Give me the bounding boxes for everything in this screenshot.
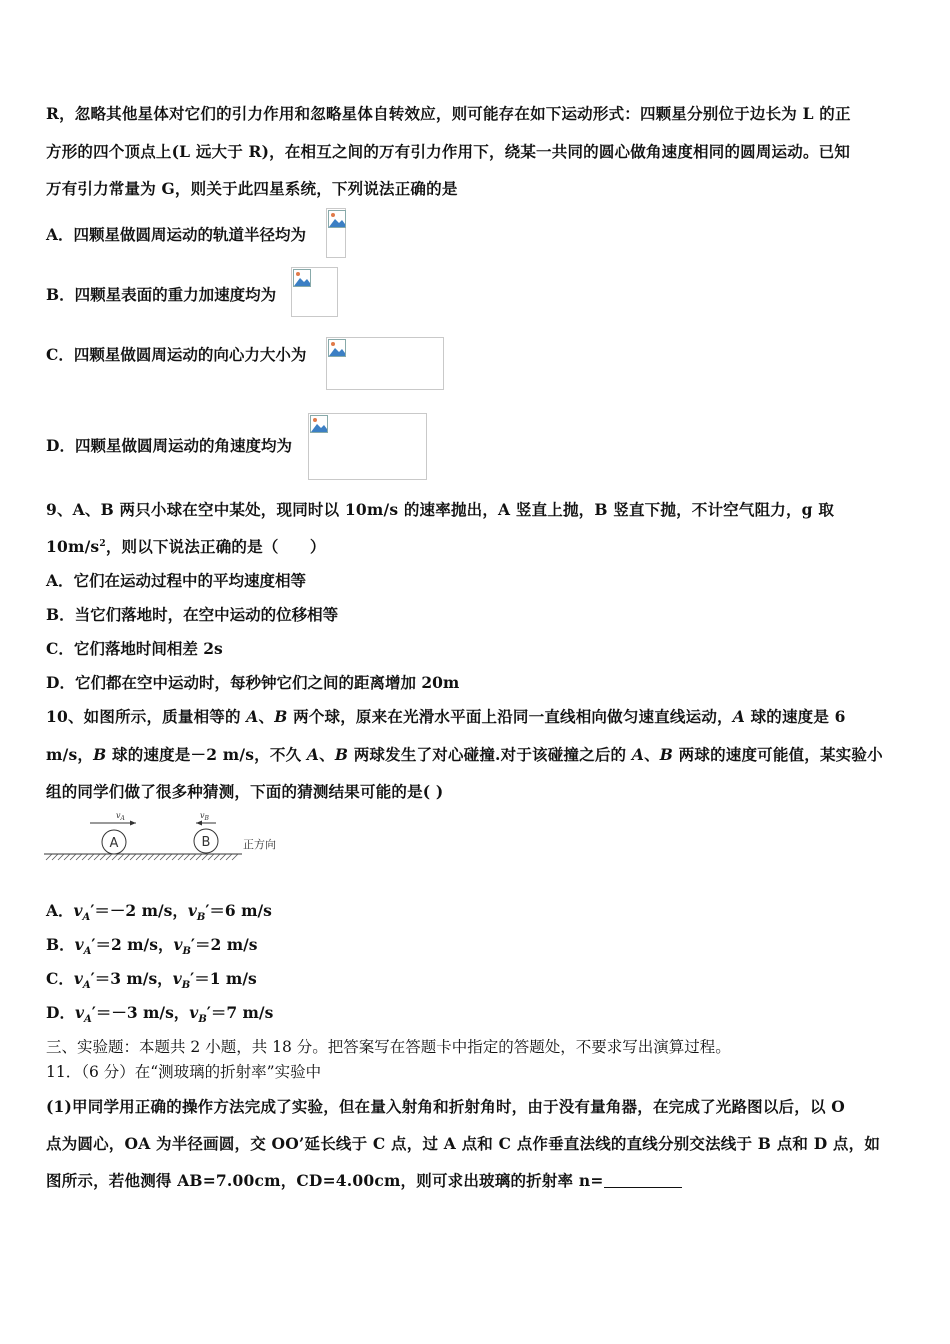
velocity-label-a: $v_A$ xyxy=(116,811,125,822)
q9-option-a: A．它们在运动过程中的平均速度相等 xyxy=(46,571,307,590)
q10-text: m/s， xyxy=(46,745,94,764)
var-sub: B xyxy=(181,980,191,992)
var-v: v xyxy=(74,1003,84,1022)
var-sub: A xyxy=(83,946,92,958)
q9-unit-exponent: 2 xyxy=(99,538,106,549)
q10-option-d xyxy=(46,1001,273,1025)
var-v: v xyxy=(74,935,84,954)
q10-var: B xyxy=(334,745,349,764)
option-text: ′＝1 m/s xyxy=(190,969,257,988)
q10-text: 球的速度是 6 xyxy=(744,707,846,726)
var-v: v xyxy=(187,901,197,920)
var-v: v xyxy=(189,1003,199,1022)
option-letter: A． xyxy=(46,901,74,920)
q10-var: B xyxy=(274,707,288,726)
formula-image-placeholder xyxy=(326,337,444,390)
q10-text: 两球发生了对心碰撞.对于该碰撞之后的 xyxy=(348,745,632,764)
velocity-arrow-a xyxy=(90,821,136,826)
var-v: v xyxy=(73,969,83,988)
q10-option-c xyxy=(46,967,257,991)
q10-text: 、 xyxy=(258,707,275,726)
q10-var: A xyxy=(732,707,745,726)
formula-image-placeholder xyxy=(308,413,427,480)
q10-var: B xyxy=(659,745,674,764)
q10-text: 球的速度是－2 m/s，不久 xyxy=(106,745,307,764)
q10-stem-line-2 xyxy=(46,743,883,765)
formula-image-placeholder xyxy=(326,208,346,258)
q9-option-d: D．它们都在空中运动时，每秒钟它们之间的距离增加 20m xyxy=(46,673,460,692)
q10-var: B xyxy=(93,745,107,764)
velocity-label-b: $v_B$ xyxy=(200,811,209,822)
option-text: ′＝7 m/s xyxy=(206,1003,274,1022)
q10-stem-line-3: 组的同学们做了很多种猜测，下面的猜测结果可能的是( ) xyxy=(46,782,444,801)
q11-title: 11．（6 分）在“测玻璃的折射率”实验中 xyxy=(46,1063,322,1081)
q10-stem-line-1 xyxy=(46,705,846,727)
intro-line-2: 方形的四个顶点上(L 远大于 R)，在相互之间的万有引力作用下，绕某一共同的圆心做角速度相同的圆周运动。已知 xyxy=(46,142,851,161)
option-letter: B． xyxy=(46,935,75,954)
broken-image-icon xyxy=(328,339,346,357)
collision-figure xyxy=(44,808,290,866)
q10-var: A xyxy=(631,745,645,764)
q10-option-b xyxy=(46,933,257,957)
positive-direction-label: 正方向 xyxy=(243,838,276,851)
broken-image-icon xyxy=(328,210,346,228)
q8-option-d: D．四颗星做圆周运动的角速度均为 xyxy=(46,436,292,455)
broken-image-icon xyxy=(310,415,328,433)
var-sub: B xyxy=(196,912,206,924)
var-sub: A xyxy=(82,912,91,924)
q10-text: 、 xyxy=(644,745,660,764)
q10-text: 10、如图所示，质量相等的 xyxy=(46,707,247,726)
option-text: ′＝3 m/s， xyxy=(90,969,173,988)
q10-text: 两球的速度可能值，某实验小 xyxy=(673,745,883,764)
q9-unit: 10m/s xyxy=(46,537,100,556)
option-text: ′＝6 m/s xyxy=(205,901,272,920)
q8-option-c: C．四颗星做圆周运动的向心力大小为 xyxy=(46,345,307,364)
ball-a-label: A xyxy=(109,836,119,851)
option-letter: D． xyxy=(46,1003,75,1022)
section-3-heading: 三、实验题：本题共 2 小题，共 18 分。把答案写在答题卡中指定的答题处，不要求写出演算过程。 xyxy=(46,1038,731,1056)
var-sub: B xyxy=(198,1014,207,1026)
intro-line-3: 万有引力常量为 G，则关于此四星系统，下列说法正确的是 xyxy=(46,179,458,198)
q10-var: A xyxy=(306,745,320,764)
var-v: v xyxy=(73,901,83,920)
broken-image-icon xyxy=(293,269,311,287)
q8-option-b: B．四颗星表面的重力加速度均为 xyxy=(46,285,277,304)
q8-option-a: A．四颗星做圆周运动的轨道半径均为 xyxy=(46,225,307,244)
q11-paragraph-line-2: 点为圆心，OA 为半径画圆，交 OO’延长线于 C 点，过 A 点和 C 点作垂直法线的直线分别交法线于 B 点和 D 点，如 xyxy=(46,1134,881,1153)
q9-stem-tail: ，则以下说法正确的是（ ） xyxy=(105,537,326,556)
var-v: v xyxy=(173,935,183,954)
formula-image-placeholder xyxy=(291,267,338,317)
answer-blank[interactable] xyxy=(604,1173,682,1188)
q11-paragraph-line-3 xyxy=(46,1169,682,1191)
var-sub: B xyxy=(182,946,191,958)
q9-stem-line-2 xyxy=(46,535,326,557)
option-text: ′＝2 m/s， xyxy=(91,935,174,954)
var-sub: A xyxy=(82,980,91,992)
option-text: ′＝2 m/s xyxy=(190,935,258,954)
q10-var: A xyxy=(246,707,259,726)
q11-text: 图所示，若他测得 AB=7.00cm，CD=4.00cm，则可求出玻璃的折射率 n= xyxy=(46,1171,604,1190)
q9-stem-line-1: 9、A、B 两只小球在空中某处，现同时以 10m/s 的速率抛出，A 竖直上抛，B 竖直下抛，不计空气阻力，g 取 xyxy=(46,500,835,519)
option-text: ′＝－3 m/s， xyxy=(91,1003,190,1022)
ground-hatch xyxy=(46,854,238,860)
q10-text: 两个球，原来在光滑水平面上沿同一直线相向做匀速直线运动， xyxy=(287,707,733,726)
q10-option-a xyxy=(46,899,272,923)
var-sub: A xyxy=(83,1014,92,1026)
q9-option-b: B．当它们落地时，在空中运动的位移相等 xyxy=(46,605,339,624)
ball-b-label: B xyxy=(201,835,211,850)
intro-line-1: R，忽略其他星体对它们的引力作用和忽略星体自转效应，则可能存在如下运动形式：四颗星分别位于边长为 L 的正 xyxy=(46,104,851,123)
var-v: v xyxy=(172,969,182,988)
option-letter: C． xyxy=(46,969,74,988)
option-text: ′＝－2 m/s， xyxy=(90,901,188,920)
q9-option-c: C．它们落地时间相差 2s xyxy=(46,639,223,658)
q11-paragraph-line-1: (1)甲同学用正确的操作方法完成了实验，但在量入射角和折射角时，由于没有量角器，在完成了光路图以后，以 O xyxy=(46,1097,845,1116)
q10-text: 、 xyxy=(319,745,335,764)
